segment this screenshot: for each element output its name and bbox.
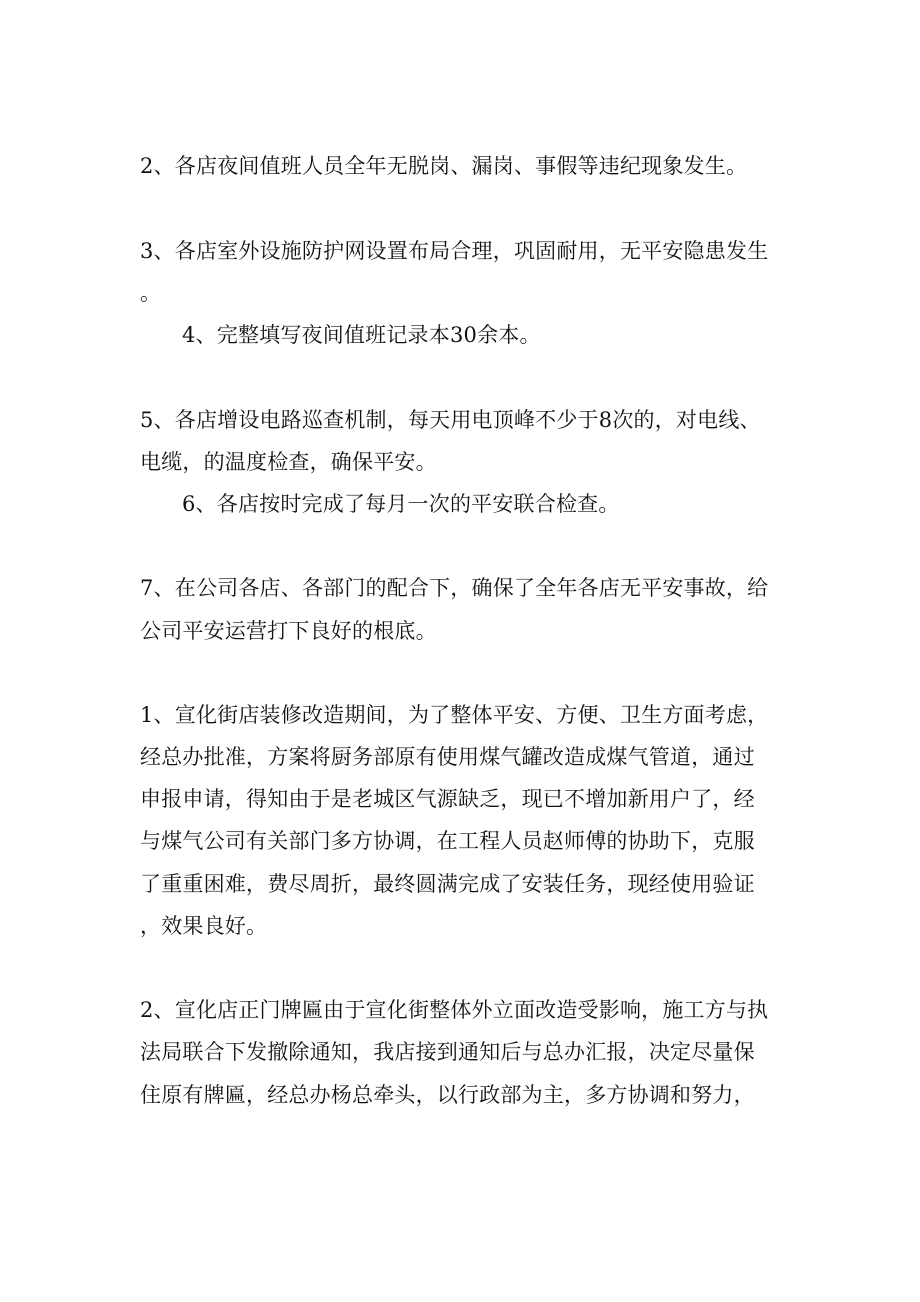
text-line: 3、各店室外设施防护网设置布局合理，巩固耐用，无平安隐患发生	[140, 239, 769, 263]
text-line: 6、各店按时完成了每月一次的平安联合检查。	[182, 492, 620, 516]
text-line: 2、各店夜间值班人员全年无脱岗、漏岗、事假等违纪现象发生。	[140, 154, 748, 178]
text-line: 法局联合下发撤除通知，我店接到通知后与总办汇报，决定尽量保	[140, 1040, 755, 1064]
text-line: 与煤气公司有关部门多方协调，在工程人员赵师傅的协助下，克服	[140, 829, 755, 853]
text-line: 1、宣化街店装修改造期间，为了整体平安、方便、卫生方面考虑，	[140, 703, 769, 727]
text-line: 7、在公司各店、各部门的配合下，确保了全年各店无平安事故，给	[140, 576, 769, 600]
text-line: ，效果良好。	[140, 914, 268, 938]
text-line: 。	[140, 281, 162, 305]
text-line: 了重重困难，费尽周折，最终圆满完成了安装任务，现经使用验证	[140, 872, 755, 896]
text-line: 2、宣化店正门牌匾由于宣化街整体外立面改造受影响，施工方与执	[140, 998, 769, 1022]
text-line: 公司平安运营打下良好的根底。	[140, 619, 437, 643]
text-line: 经总办批准，方案将厨务部原有使用煤气罐改造成煤气管道，通过	[140, 745, 755, 769]
text-line: 住原有牌匾，经总办杨总牵头，以行政部为主，多方协调和努力，	[140, 1083, 755, 1107]
text-line: 申报申请，得知由于是老城区气源缺乏，现已不增加新用户了，经	[140, 787, 755, 811]
text-line: 4、完整填写夜间值班记录本30余本。	[182, 323, 541, 347]
text-line: 电缆，的温度检查，确保平安。	[140, 450, 437, 474]
text-line: 5、各店增设电路巡查机制，每天用电顶峰不少于8次的，对电线、	[140, 408, 761, 432]
